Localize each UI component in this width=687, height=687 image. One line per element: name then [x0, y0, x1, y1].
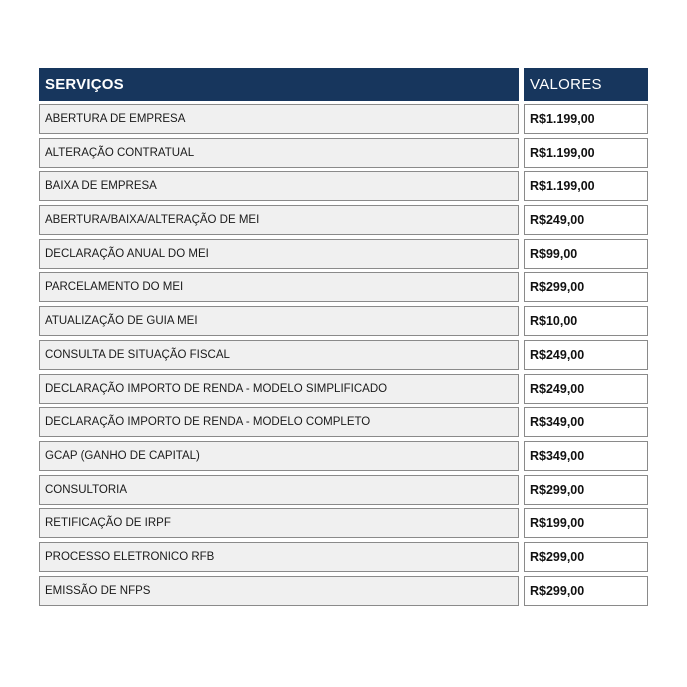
table-row: [39, 205, 648, 235]
service-cell: EMISSÃO DE NFPS: [39, 576, 519, 606]
value-cell: R$199,00: [524, 508, 648, 538]
service-cell: ABERTURA/BAIXA/ALTERAÇÃO DE MEI: [39, 205, 519, 235]
table-row: [39, 171, 648, 201]
value-cell: R$99,00: [524, 239, 648, 269]
service-cell: DECLARAÇÃO IMPORTO DE RENDA - MODELO COMPLETO: [39, 407, 519, 437]
service-cell: PROCESSO ELETRONICO RFB: [39, 542, 519, 572]
value-cell: R$349,00: [524, 407, 648, 437]
table-row: [39, 340, 648, 370]
value-cell: R$249,00: [524, 205, 648, 235]
value-cell: R$299,00: [524, 272, 648, 302]
value-cell: R$299,00: [524, 542, 648, 572]
table-row: [39, 475, 648, 505]
service-cell: CONSULTORIA: [39, 475, 519, 505]
service-cell: BAIXA DE EMPRESA: [39, 171, 519, 201]
table-row: [39, 576, 648, 606]
table-row: [39, 508, 648, 538]
table-row: [39, 407, 648, 437]
table-row: [39, 542, 648, 572]
service-cell: ABERTURA DE EMPRESA: [39, 104, 519, 134]
service-cell: ATUALIZAÇÃO DE GUIA MEI: [39, 306, 519, 336]
service-cell: CONSULTA DE SITUAÇÃO FISCAL: [39, 340, 519, 370]
value-cell: R$249,00: [524, 340, 648, 370]
value-cell: R$1.199,00: [524, 104, 648, 134]
service-cell: DECLARAÇÃO ANUAL DO MEI: [39, 239, 519, 269]
table-header: [39, 68, 648, 101]
table-row: [39, 306, 648, 336]
service-cell: ALTERAÇÃO CONTRATUAL: [39, 138, 519, 168]
value-cell: R$299,00: [524, 576, 648, 606]
value-cell: R$349,00: [524, 441, 648, 471]
table-row: [39, 138, 648, 168]
price-table: [39, 68, 648, 609]
value-cell: R$10,00: [524, 306, 648, 336]
service-cell: GCAP (GANHO DE CAPITAL): [39, 441, 519, 471]
service-cell: PARCELAMENTO DO MEI: [39, 272, 519, 302]
table-row: [39, 374, 648, 404]
service-cell: DECLARAÇÃO IMPORTO DE RENDA - MODELO SIMPLIFICADO: [39, 374, 519, 404]
services-column-header: SERVIÇOS: [39, 68, 519, 101]
table-row: [39, 104, 648, 134]
value-cell: R$1.199,00: [524, 171, 648, 201]
service-cell: RETIFICAÇÃO DE IRPF: [39, 508, 519, 538]
value-cell: R$299,00: [524, 475, 648, 505]
value-cell: R$249,00: [524, 374, 648, 404]
value-cell: R$1.199,00: [524, 138, 648, 168]
table-row: [39, 272, 648, 302]
values-column-header: VALORES: [524, 68, 648, 101]
table-row: [39, 239, 648, 269]
table-row: [39, 441, 648, 471]
